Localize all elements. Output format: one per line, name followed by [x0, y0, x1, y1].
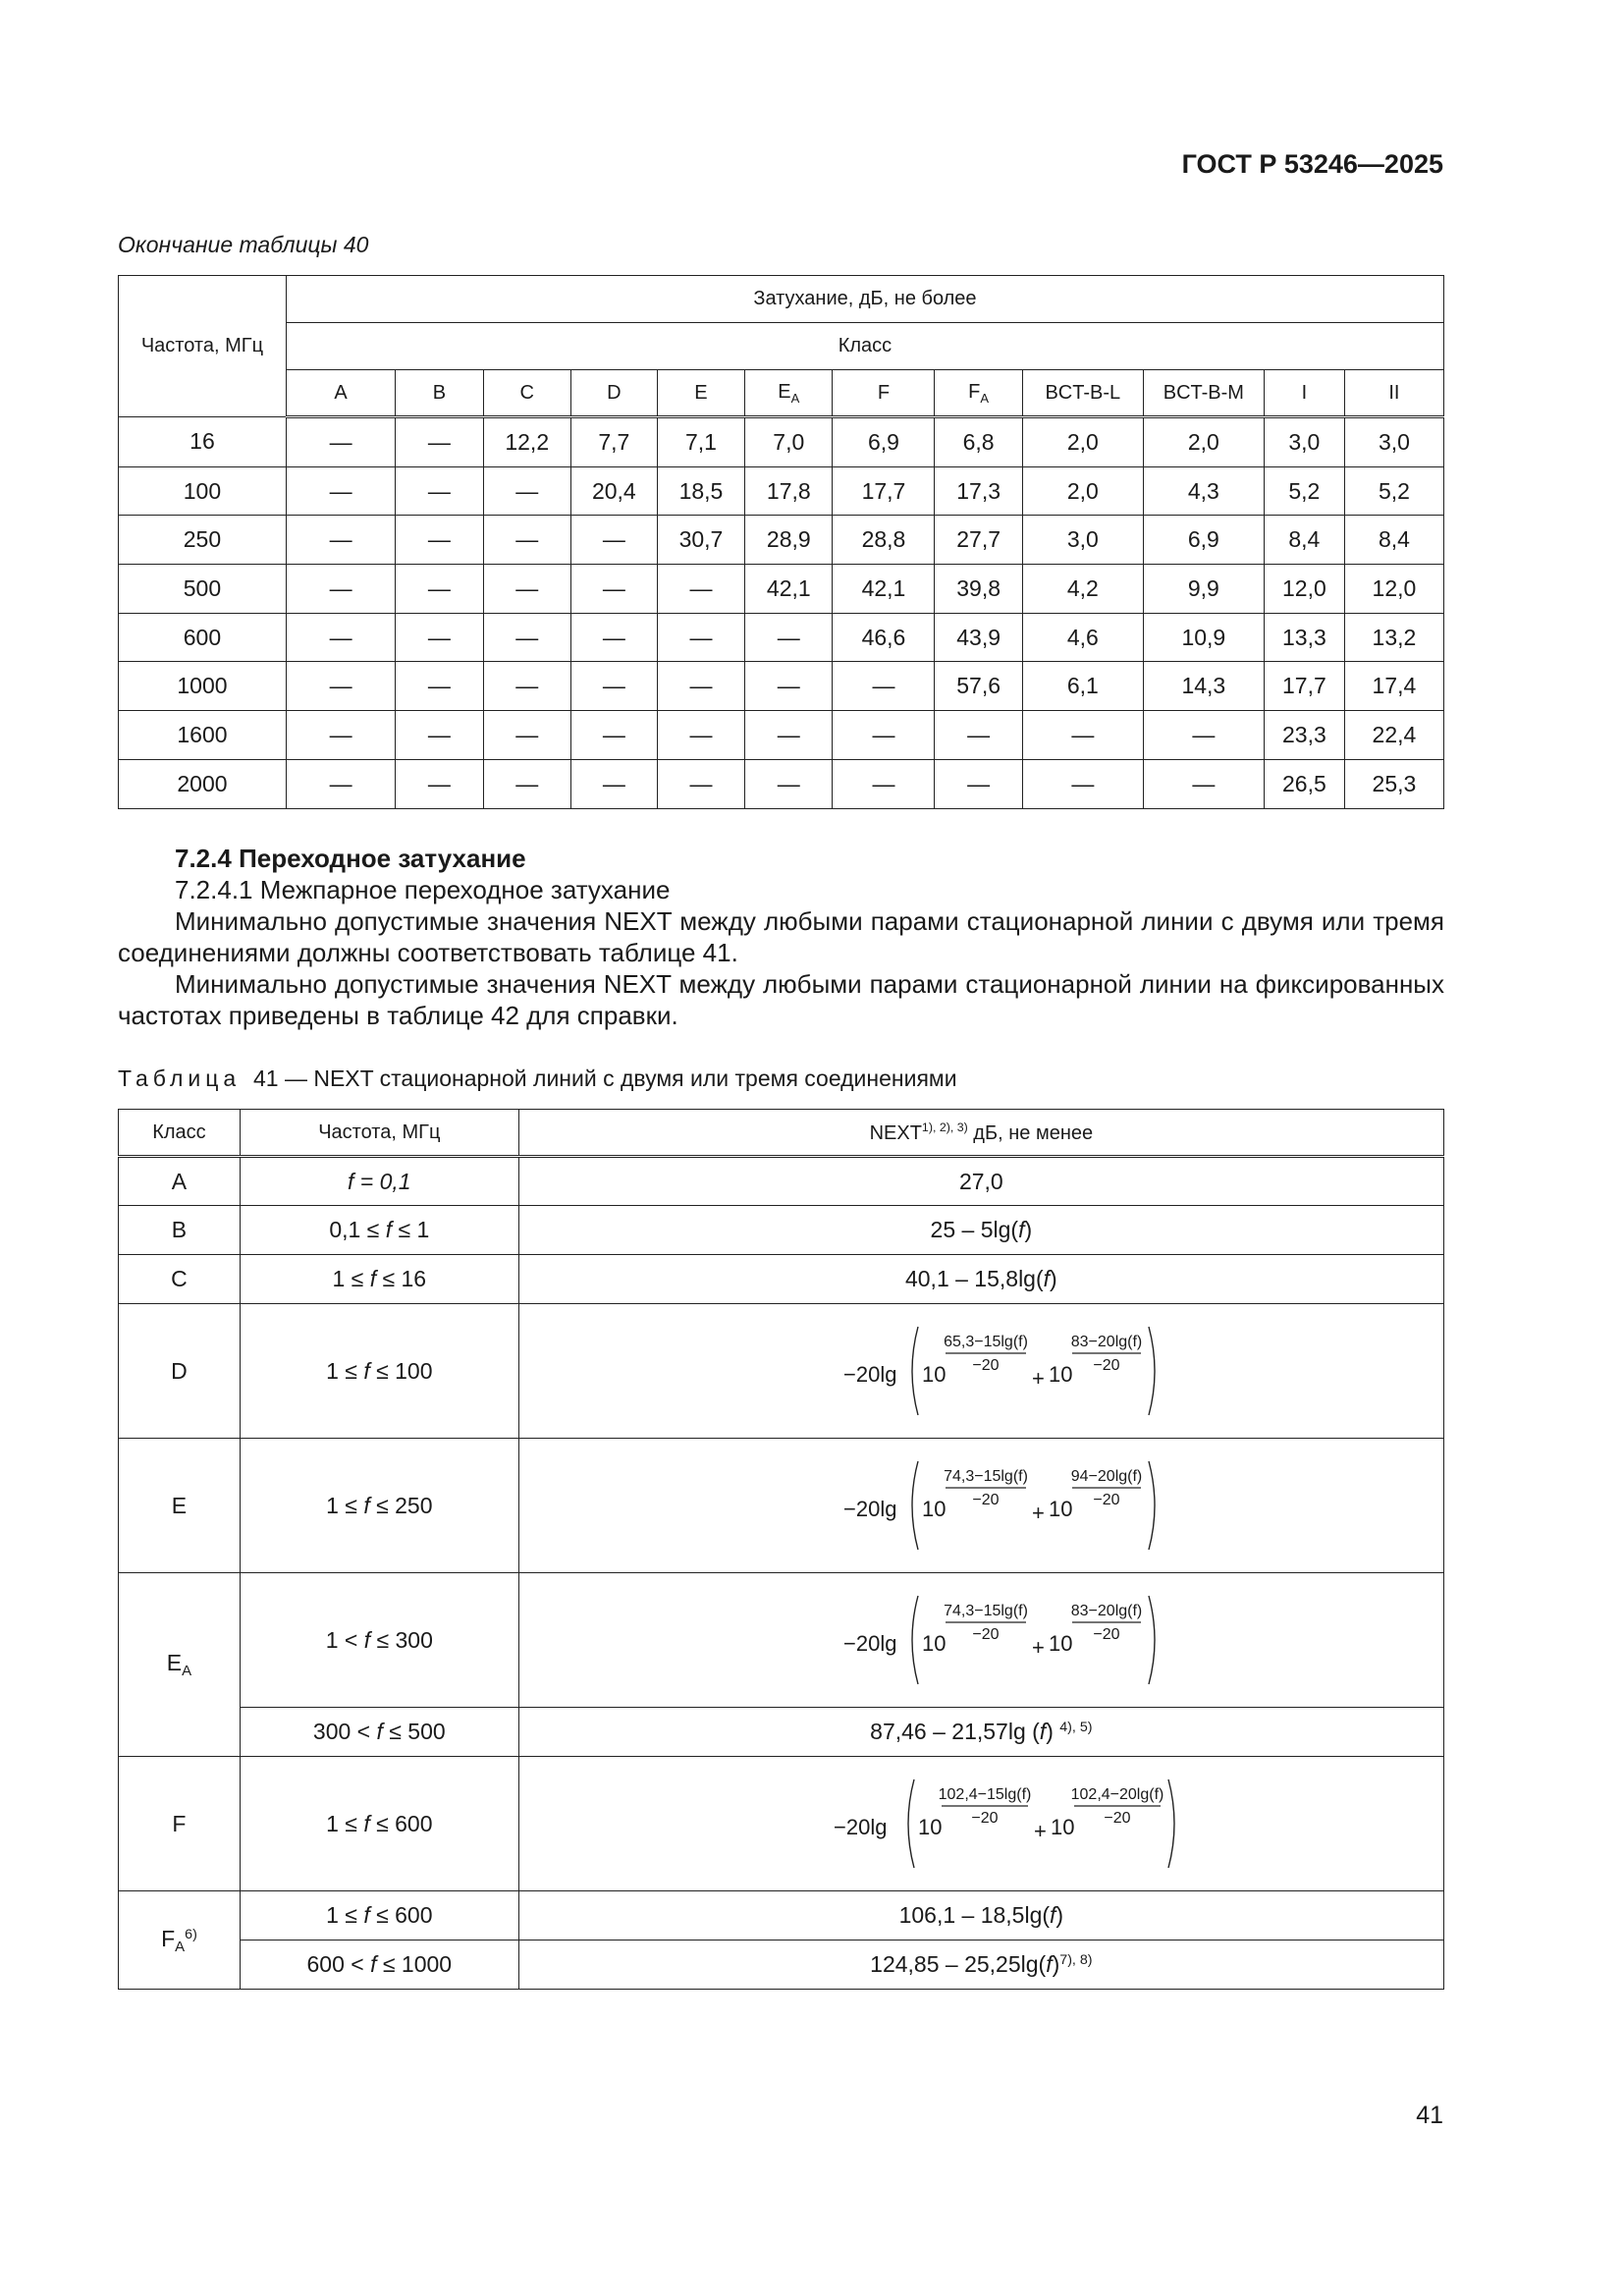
next-cell: [518, 1941, 1443, 1990]
class-col-header: F: [833, 370, 935, 417]
attenuation-cell: —: [1143, 711, 1264, 760]
next-footnotes: 7), 8): [1059, 1952, 1093, 1968]
exponent-denominator: −20: [1093, 1492, 1120, 1508]
class-subscript: A: [175, 1938, 186, 1955]
attenuation-cell: —: [570, 662, 657, 711]
next-unit: дБ, не менее: [967, 1121, 1094, 1144]
exponent-numerator: 94−20lg(f): [1071, 1468, 1143, 1485]
table-row: [119, 466, 1444, 516]
attenuation-cell: 3,0: [1022, 516, 1143, 565]
paragraph-1: Минимально допустимые значения NEXT между любыми парами стационарной линии с двумя или тремя соединениями должны соответствовать таблице 41.: [118, 906, 1444, 967]
attenuation-cell: —: [286, 613, 395, 662]
next-footnotes: 1), 2), 3): [921, 1120, 968, 1134]
attenuation-cell: —: [745, 759, 833, 808]
class-col-header: A: [286, 370, 395, 417]
t41-row-ea1: [119, 1573, 1444, 1708]
class-col-header: I: [1264, 370, 1344, 417]
attenuation-cell: 4,6: [1022, 613, 1143, 662]
attenuation-cell: —: [286, 466, 395, 516]
attenuation-header: Затухание, дБ, не более: [286, 276, 1443, 323]
exponent-denominator: −20: [971, 1810, 999, 1827]
attenuation-cell: 26,5: [1264, 759, 1344, 808]
formula-base: 10: [1049, 1631, 1073, 1656]
next-expr: 124,85 – 25,25lg(f): [870, 1951, 1060, 1977]
attenuation-cell: —: [745, 711, 833, 760]
formula-base: 10: [1049, 1497, 1073, 1521]
left-paren: [912, 1461, 918, 1550]
formula-base: 10: [922, 1631, 947, 1656]
t41-class-header: Класс: [119, 1110, 241, 1157]
attenuation-cell: —: [396, 516, 483, 565]
attenuation-cell: 22,4: [1344, 711, 1443, 760]
attenuation-cell: 25,3: [1344, 759, 1443, 808]
section-number: 7.2.4: [175, 844, 232, 873]
next-footnotes: 4), 5): [1059, 1720, 1093, 1735]
class-col-header: [745, 370, 833, 417]
attenuation-cell: —: [833, 662, 935, 711]
attenuation-cell: 5,2: [1344, 466, 1443, 516]
next-formula: [843, 1317, 1143, 1425]
formula-prefix: −20lg: [843, 1631, 897, 1656]
attenuation-cell: 30,7: [657, 516, 744, 565]
class-col-header: B: [396, 370, 483, 417]
attenuation-cell: —: [483, 711, 570, 760]
attenuation-cell: —: [570, 613, 657, 662]
left-paren: [912, 1596, 918, 1684]
attenuation-cell: 46,6: [833, 613, 935, 662]
attenuation-cell: —: [286, 662, 395, 711]
class-col-header: C: [483, 370, 570, 417]
next-cell: 106,1 – 18,5lg(f): [518, 1891, 1443, 1941]
freq-cell: f = 0,1: [240, 1157, 518, 1206]
left-paren: [912, 1327, 918, 1415]
next-label: NEXT: [869, 1121, 922, 1144]
freq-cell: 1 ≤ f ≤ 600: [240, 1891, 518, 1941]
attenuation-cell: —: [657, 613, 744, 662]
attenuation-cell: —: [833, 711, 935, 760]
attenuation-cell: —: [657, 759, 744, 808]
t41-row-b: [119, 1206, 1444, 1255]
exponent-denominator: −20: [1093, 1357, 1120, 1374]
freq-cell: 500: [119, 565, 287, 614]
exponent-numerator: 102,4−20lg(f): [1070, 1786, 1164, 1803]
attenuation-cell: —: [286, 759, 395, 808]
class-col-header: D: [570, 370, 657, 417]
class-cell: [119, 1573, 241, 1757]
attenuation-cell: —: [483, 613, 570, 662]
attenuation-cell: 2,0: [1022, 417, 1143, 467]
section-heading: [118, 843, 1444, 874]
freq-cell: 300 < f ≤ 500: [240, 1708, 518, 1757]
freq-cell: 16: [119, 417, 287, 467]
freq-header: Частота, МГц: [119, 276, 287, 417]
attenuation-cell: —: [745, 662, 833, 711]
next-formula-cell: [518, 1757, 1443, 1891]
attenuation-cell: 17,7: [833, 466, 935, 516]
attenuation-cell: 5,2: [1264, 466, 1344, 516]
attenuation-cell: 28,8: [833, 516, 935, 565]
attenuation-cell: 28,9: [745, 516, 833, 565]
attenuation-cell: 14,3: [1143, 662, 1264, 711]
next-cell: 25 – 5lg(f): [518, 1206, 1443, 1255]
formula-base: 10: [1049, 1362, 1073, 1387]
attenuation-cell: 57,6: [935, 662, 1022, 711]
class-footnote: 6): [185, 1926, 197, 1942]
attenuation-cell: 27,7: [935, 516, 1022, 565]
table-row: [119, 662, 1444, 711]
attenuation-cell: 6,8: [935, 417, 1022, 467]
attenuation-cell: —: [570, 759, 657, 808]
attenuation-cell: 42,1: [745, 565, 833, 614]
formula-prefix: −20lg: [843, 1497, 897, 1521]
class-cell: E: [119, 1439, 241, 1573]
attenuation-cell: 6,9: [1143, 516, 1264, 565]
formula-prefix: −20lg: [834, 1815, 888, 1839]
next-formula: [843, 1451, 1143, 1559]
table41-title: 41 — NEXT стационарной линий с двумя или тремя соединениями: [252, 1066, 957, 1091]
class-subscript: A: [790, 390, 800, 406]
table-word: Таблица: [118, 1066, 242, 1091]
next-formula-cell: [518, 1573, 1443, 1708]
formula-svg: [843, 1451, 1143, 1559]
t41-row-d: [119, 1304, 1444, 1439]
freq-cell: 1 ≤ f ≤ 100: [240, 1304, 518, 1439]
attenuation-cell: 6,1: [1022, 662, 1143, 711]
attenuation-cell: 7,0: [745, 417, 833, 467]
attenuation-cell: —: [935, 759, 1022, 808]
exponent-numerator: 83−20lg(f): [1071, 1603, 1143, 1619]
attenuation-cell: —: [396, 417, 483, 467]
freq-cell: 0,1 ≤ f ≤ 1: [240, 1206, 518, 1255]
formula-svg: [843, 1317, 1143, 1425]
attenuation-cell: 23,3: [1264, 711, 1344, 760]
attenuation-cell: 43,9: [935, 613, 1022, 662]
plus-sign: +: [1034, 1819, 1048, 1843]
freq-cell: 1000: [119, 662, 287, 711]
class-cell: B: [119, 1206, 241, 1255]
document-id: ГОСТ Р 53246—2025: [1181, 149, 1443, 179]
class-subscript: A: [980, 390, 990, 406]
attenuation-cell: 8,4: [1264, 516, 1344, 565]
left-paren: [908, 1779, 914, 1868]
exponent-numerator: 74,3−15lg(f): [944, 1603, 1029, 1619]
attenuation-cell: —: [286, 516, 395, 565]
t41-next-header: [518, 1110, 1443, 1157]
table-40: [118, 275, 1444, 809]
table-row: [119, 759, 1444, 808]
class-cell: A: [119, 1157, 241, 1206]
table41-caption: [118, 1066, 957, 1092]
attenuation-cell: 13,3: [1264, 613, 1344, 662]
freq-cell: 1 ≤ f ≤ 600: [240, 1757, 518, 1891]
attenuation-cell: 12,2: [483, 417, 570, 467]
exponent-numerator: 83−20lg(f): [1071, 1334, 1143, 1350]
class-cell: [119, 1891, 241, 1990]
plus-sign: +: [1032, 1501, 1046, 1525]
attenuation-cell: —: [396, 711, 483, 760]
exponent-denominator: −20: [972, 1626, 1000, 1643]
plus-sign: +: [1032, 1366, 1046, 1391]
attenuation-cell: 6,9: [833, 417, 935, 467]
attenuation-cell: 9,9: [1143, 565, 1264, 614]
attenuation-cell: 39,8: [935, 565, 1022, 614]
freq-cell: 600: [119, 613, 287, 662]
attenuation-cell: 10,9: [1143, 613, 1264, 662]
class-letter: E: [778, 380, 791, 403]
table-row: [119, 516, 1444, 565]
attenuation-cell: —: [1022, 711, 1143, 760]
section-7-2-4: [118, 843, 1444, 1031]
attenuation-cell: —: [657, 711, 744, 760]
freq-cell: 1 ≤ f ≤ 250: [240, 1439, 518, 1573]
attenuation-cell: —: [1143, 759, 1264, 808]
class-cell: F: [119, 1757, 241, 1891]
formula-base: 10: [922, 1362, 947, 1387]
table-row: [119, 613, 1444, 662]
class-col-header: BCT-B-M: [1143, 370, 1264, 417]
freq-cell: 100: [119, 466, 287, 516]
t41-freq-header: Частота, МГц: [240, 1110, 518, 1157]
class-col-header: II: [1344, 370, 1443, 417]
freq-cell: 2000: [119, 759, 287, 808]
attenuation-cell: 17,3: [935, 466, 1022, 516]
next-cell: 27,0: [518, 1157, 1443, 1206]
t41-row-fa1: [119, 1891, 1444, 1941]
exponent-numerator: 102,4−15lg(f): [938, 1786, 1032, 1803]
attenuation-cell: —: [286, 417, 395, 467]
attenuation-cell: 17,8: [745, 466, 833, 516]
exponent-denominator: −20: [1104, 1810, 1131, 1827]
attenuation-cell: 7,7: [570, 417, 657, 467]
class-subscript: A: [182, 1663, 192, 1679]
attenuation-cell: —: [483, 662, 570, 711]
next-cell: 40,1 – 15,8lg(f): [518, 1255, 1443, 1304]
attenuation-cell: —: [570, 565, 657, 614]
section-title: Переходное затухание: [239, 844, 526, 873]
attenuation-cell: 12,0: [1264, 565, 1344, 614]
plus-sign: +: [1032, 1635, 1046, 1660]
formula-base: 10: [1051, 1815, 1075, 1839]
attenuation-cell: —: [483, 565, 570, 614]
class-cell: C: [119, 1255, 241, 1304]
attenuation-cell: 2,0: [1022, 466, 1143, 516]
attenuation-cell: —: [570, 711, 657, 760]
attenuation-cell: 17,7: [1264, 662, 1344, 711]
next-expr: 87,46 – 21,57lg (f): [870, 1719, 1054, 1744]
attenuation-cell: 18,5: [657, 466, 744, 516]
attenuation-cell: —: [935, 711, 1022, 760]
exponent-denominator: −20: [972, 1357, 1000, 1374]
class-header: Класс: [286, 323, 1443, 370]
freq-cell: 1 ≤ f ≤ 16: [240, 1255, 518, 1304]
exponent-numerator: 74,3−15lg(f): [944, 1468, 1029, 1485]
attenuation-cell: —: [396, 613, 483, 662]
class-col-header: [935, 370, 1022, 417]
t41-row-a: [119, 1157, 1444, 1206]
formula-svg: [843, 1586, 1143, 1694]
freq-cell: 250: [119, 516, 287, 565]
table-row: [119, 417, 1444, 467]
right-paren: [1149, 1461, 1155, 1550]
attenuation-cell: —: [483, 466, 570, 516]
page-number: 41: [1416, 2102, 1443, 2129]
paragraph-2: Минимально допустимые значения NEXT между любыми парами стационарной линии на фиксированных частотах приведены в таблице 42 для справки.: [118, 969, 1444, 1030]
attenuation-cell: 8,4: [1344, 516, 1443, 565]
table-row: [119, 711, 1444, 760]
formula-svg: [834, 1770, 1164, 1878]
attenuation-cell: 20,4: [570, 466, 657, 516]
class-letter: E: [166, 1650, 183, 1675]
attenuation-cell: —: [396, 662, 483, 711]
next-formula: [843, 1586, 1143, 1694]
right-paren: [1149, 1327, 1155, 1415]
attenuation-cell: 3,0: [1264, 417, 1344, 467]
attenuation-cell: 7,1: [657, 417, 744, 467]
attenuation-cell: —: [483, 759, 570, 808]
freq-cell: 1600: [119, 711, 287, 760]
attenuation-cell: 42,1: [833, 565, 935, 614]
exponent-numerator: 65,3−15lg(f): [944, 1334, 1029, 1350]
attenuation-cell: —: [286, 565, 395, 614]
table-row: [119, 565, 1444, 614]
freq-cell: 600 < f ≤ 1000: [240, 1941, 518, 1990]
exponent-denominator: −20: [972, 1492, 1000, 1508]
attenuation-cell: 12,0: [1344, 565, 1443, 614]
t41-row-c: [119, 1255, 1444, 1304]
t41-row-fa2: [119, 1941, 1444, 1990]
t41-row-ea2: [119, 1708, 1444, 1757]
t41-row-f: [119, 1757, 1444, 1891]
attenuation-cell: —: [833, 759, 935, 808]
class-letter: F: [161, 1925, 176, 1951]
t41-row-e: [119, 1439, 1444, 1573]
attenuation-cell: 4,3: [1143, 466, 1264, 516]
attenuation-cell: —: [1022, 759, 1143, 808]
right-paren: [1149, 1596, 1155, 1684]
attenuation-cell: —: [657, 565, 744, 614]
table-41: [118, 1109, 1444, 1990]
right-paren: [1168, 1779, 1174, 1868]
next-formula-cell: [518, 1439, 1443, 1573]
class-cell: D: [119, 1304, 241, 1439]
class-col-header: BCT-B-L: [1022, 370, 1143, 417]
next-cell: [518, 1708, 1443, 1757]
attenuation-cell: 3,0: [1344, 417, 1443, 467]
attenuation-cell: 17,4: [1344, 662, 1443, 711]
attenuation-cell: —: [745, 613, 833, 662]
next-formula: [834, 1770, 1164, 1878]
attenuation-cell: —: [657, 662, 744, 711]
attenuation-cell: 4,2: [1022, 565, 1143, 614]
exponent-denominator: −20: [1093, 1626, 1120, 1643]
class-col-header: E: [657, 370, 744, 417]
formula-base: 10: [922, 1497, 947, 1521]
formula-base: 10: [918, 1815, 943, 1839]
next-formula-cell: [518, 1304, 1443, 1439]
attenuation-cell: —: [483, 516, 570, 565]
attenuation-cell: —: [286, 711, 395, 760]
attenuation-cell: —: [396, 759, 483, 808]
attenuation-cell: —: [396, 466, 483, 516]
table40-caption: Окончание таблицы 40: [118, 232, 369, 257]
formula-prefix: −20lg: [843, 1362, 897, 1387]
class-letter: F: [968, 380, 981, 403]
attenuation-cell: —: [570, 516, 657, 565]
subsection-heading: 7.2.4.1 Межпарное переходное затухание: [175, 875, 671, 904]
attenuation-cell: 13,2: [1344, 613, 1443, 662]
freq-cell: 1 < f ≤ 300: [240, 1573, 518, 1708]
attenuation-cell: —: [396, 565, 483, 614]
attenuation-cell: 2,0: [1143, 417, 1264, 467]
